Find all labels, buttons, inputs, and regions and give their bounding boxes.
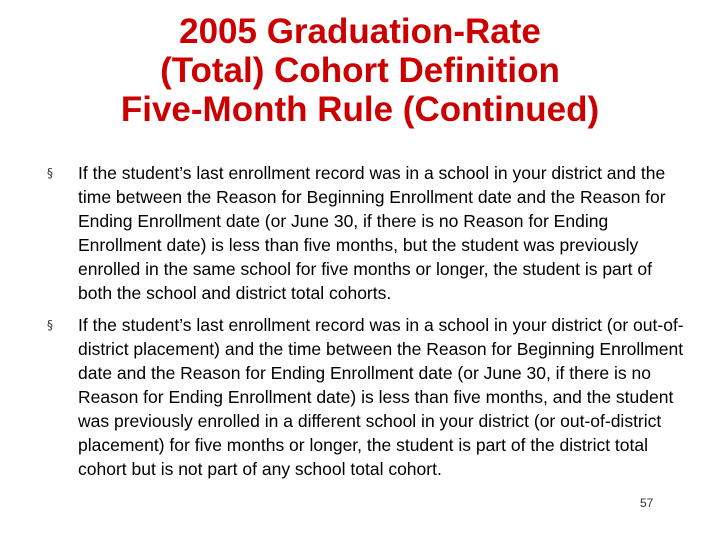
title-line-2: (Total) Cohort Definition [160, 51, 560, 90]
slide-title [40, 12, 680, 129]
bullet-item-1 [40, 161, 690, 305]
bullet-list [40, 161, 690, 489]
page-number: 57 [640, 496, 654, 510]
title-line-1: 2005 Graduation-Rate [179, 12, 541, 51]
bullet-item-2 [40, 313, 690, 481]
bullet-marker-icon: § [47, 318, 53, 332]
bullet-text-1: If the student’s last enrollment record was in a school in your district and the time between the Reason for Beginning Enrollment date and the Reason for Ending Enrollment date (or June 30, if there is no Reason for Ending Enrollment date) is less than five months, but the student was previously enrolled in the same school for five months or longer, the student is part of both the school and district total cohorts. [78, 163, 666, 303]
title-line-3: Five-Month Rule (Continued) [120, 90, 600, 129]
bullet-marker-icon: § [47, 166, 53, 180]
bullet-text-2: If the student’s last enrollment record was in a school in your district (or out-of-district placement) and the time between the Reason for Beginning Enrollment date and the Reason for Ending Enrollment date (or June 30, if there is no Reason for Ending Enrollment date) is less than five months, and the student was previously enrolled in a different school in your district (or out-of-district placement) for five months or longer, the student is part of the district total cohort but is not part of any school total cohort. [78, 315, 684, 479]
